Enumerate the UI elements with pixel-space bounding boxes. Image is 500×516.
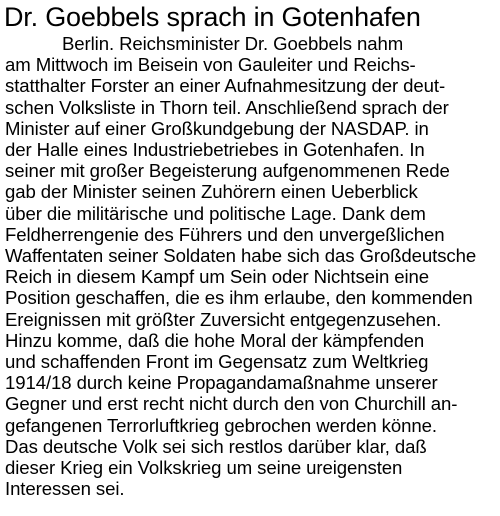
- article-line: dieser Krieg ein Volkskrieg um seine ureigensten: [5, 457, 403, 479]
- article-line: Waffentaten seiner Soldaten habe sich das Großdeutsche: [5, 245, 477, 267]
- article-line: über die militärische und politische Lage. Dank dem: [5, 202, 426, 224]
- article-line: seiner mit großer Begeisterung aufgenommenen Rede: [5, 160, 450, 182]
- article-line: statthalter Forster an einer Aufnahmesitzung der deut-: [5, 75, 446, 97]
- article-line: Das deutsche Volk sei sich restlos darüber klar, daß: [5, 435, 427, 457]
- article-line: schen Volksliste in Thorn teil. Anschließend sprach der: [5, 96, 449, 118]
- article-line: Position geschaffen, die es ihm erlaube, den kommenden: [5, 287, 473, 309]
- article-line: Interessen sei.: [5, 478, 125, 500]
- article-line: und schaffenden Front im Gegensatz zum Weltkrieg: [5, 351, 429, 373]
- article-line: gab der Minister seinen Zuhörern einen Ueberblick: [5, 181, 418, 203]
- article-line: Berlin. Reichsminister Dr. Goebbels nahm: [62, 33, 404, 54]
- article-line: 1914/18 durch keine Propagandamaßnahme unserer: [5, 372, 438, 394]
- article-line: Gegner und erst recht nicht durch den von Churchill an-: [5, 393, 458, 415]
- article-line: der Halle eines Industriebetriebes in Gotenhafen. In: [5, 139, 425, 161]
- article-headline: Dr. Goebbels sprach in Gotenhafen: [4, 2, 421, 32]
- article-line: Ereignissen mit größter Zuversicht entgegenzusehen.: [5, 308, 442, 330]
- article-line: Hinzu komme, daß die hohe Moral der kämpfenden: [5, 329, 425, 351]
- article-line: gefangenen Terrorluftkrieg gebrochen werden könne.: [5, 414, 437, 436]
- article-line: am Mittwoch im Beisein von Gauleiter und Reichs-: [5, 54, 416, 76]
- article-line: Minister auf einer Großkundgebung der NASDAP. in: [5, 117, 429, 139]
- article-line: Reich in diesem Kampf um Sein oder Nichtsein eine: [5, 266, 430, 288]
- article-body: [5, 33, 500, 499]
- article-line: Feldherrengenie des Führers und den unvergeßlichen: [5, 223, 445, 245]
